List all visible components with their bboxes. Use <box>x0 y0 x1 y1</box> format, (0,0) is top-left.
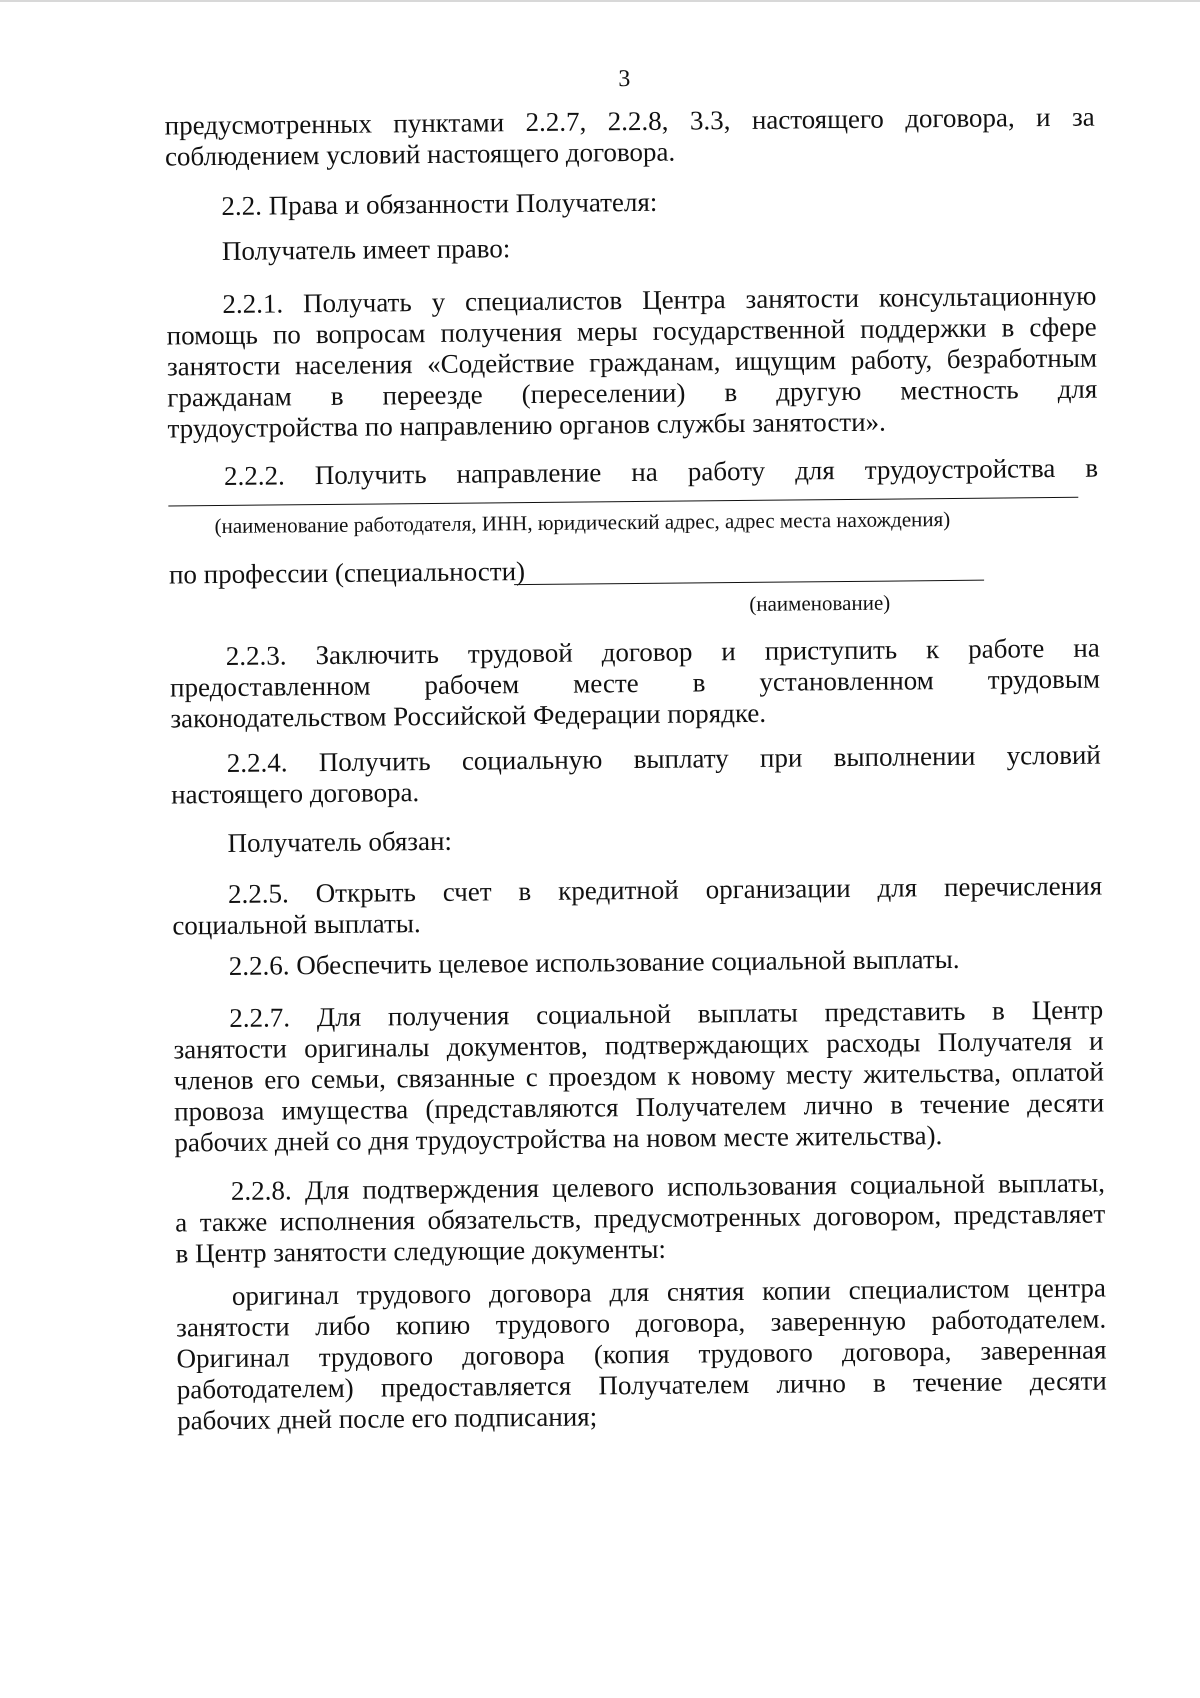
text-line: предоставленном рабочем месте в установленном трудовым <box>169 663 1101 703</box>
text-line: занятости либо копию трудового договора, заверенную работодателем. <box>176 1303 1107 1343</box>
page-number: 3 <box>618 66 631 93</box>
text-line: 2.2.2. Получить направление на работу для трудоустройства в <box>223 452 1099 491</box>
profession-caption: (наименование) <box>749 590 891 616</box>
text-line: занятости населения «Содействие гражданам, ищущим работу, безработным <box>166 342 1098 382</box>
paragraph-intro <box>165 102 1096 173</box>
employer-blank-line <box>168 497 1078 507</box>
document-page <box>144 0 1120 1698</box>
paragraph-2-2-7 <box>173 995 1104 1159</box>
text-line: работодателем) предоставляется Получателем лично в течение десяти <box>176 1365 1107 1405</box>
text-line: социальной выплаты. <box>172 908 421 941</box>
paragraph-2-2-1 <box>166 281 1097 445</box>
text-line: предусмотренных пунктами 2.2.7, 2.2.8, 3.3, настоящего договора, и за <box>164 101 1095 141</box>
text-line: а также исполнения обязательств, предусмотренных договором, представляет <box>175 1198 1106 1238</box>
text-line: членов его семьи, связанные с проездом к новому месту жительства, оплатой <box>173 1056 1104 1096</box>
text-line: 2.2.1. Получать у специалистов Центра занятости консультационную <box>222 280 1097 319</box>
duties-heading: Получатель обязан: <box>227 825 453 858</box>
text-line: 2.2.7. Для получения социальной выплаты представить в Центр <box>229 994 1104 1033</box>
rights-heading: Получатель имеет право: <box>221 233 511 266</box>
profession-label: по профессии (специальности) <box>168 556 526 590</box>
text-line: гражданам в переезде (переселении) в другую местность для <box>167 373 1098 413</box>
paragraph-2-2-4 <box>171 740 1102 811</box>
text-line: в Центр занятости следующие документы: <box>175 1233 667 1269</box>
text-line: занятости оригиналы документов, подтверждающих расходы Получателя и <box>173 1025 1104 1065</box>
text-line: 2.2.8. Для подтверждения целевого использования социальной выплаты, <box>230 1167 1106 1206</box>
employer-caption: (наименование работодателя, ИНН, юридический адрес, адрес места нахождения) <box>214 506 951 539</box>
paragraph-2-2-8 <box>175 1168 1106 1270</box>
text-line: провоза имущества (представляются Получателем лично в течение десяти <box>174 1087 1105 1127</box>
paragraph-2-2-6: 2.2.6. Обеспечить целевое использование социальной выплаты. <box>228 943 960 981</box>
paragraph-2-2-2 <box>168 453 1098 493</box>
text-line: трудоустройства по направлению органов службы занятости». <box>167 406 886 444</box>
paragraph-original-contract <box>176 1273 1107 1437</box>
text-line: законодательством Российской Федерации порядке. <box>170 697 767 734</box>
section-heading-2-2: 2.2. Права и обязанности Получателя: <box>221 186 658 221</box>
text-line: Оригинал трудового договора (копия трудового договора, заверенная <box>176 1334 1107 1374</box>
text-line: 2.2.4. Получить социальную выплату при выполнении условий <box>226 739 1101 778</box>
text-line: настоящего договора. <box>170 777 420 810</box>
text-line: соблюдением условий настоящего договора. <box>164 136 676 172</box>
text-line: рабочих дней после его подписания; <box>176 1401 598 1436</box>
text-line: помощь по вопросам получения меры государственной поддержки в сфере <box>166 311 1097 351</box>
text-line: оригинал трудового договора для снятия копии специалистом центра <box>231 1272 1107 1311</box>
text-line: 2.2.5. Открыть счет в кредитной организации для перечисления <box>227 870 1103 909</box>
paragraph-2-2-5 <box>172 871 1103 942</box>
text-line: 2.2.3. Заключить трудовой договор и приступить к работе на <box>225 632 1100 671</box>
profession-line <box>169 551 1099 591</box>
text-line: рабочих дней со дня трудоустройства на новом месте жительства). <box>174 1120 943 1158</box>
paragraph-2-2-3 <box>170 633 1101 735</box>
